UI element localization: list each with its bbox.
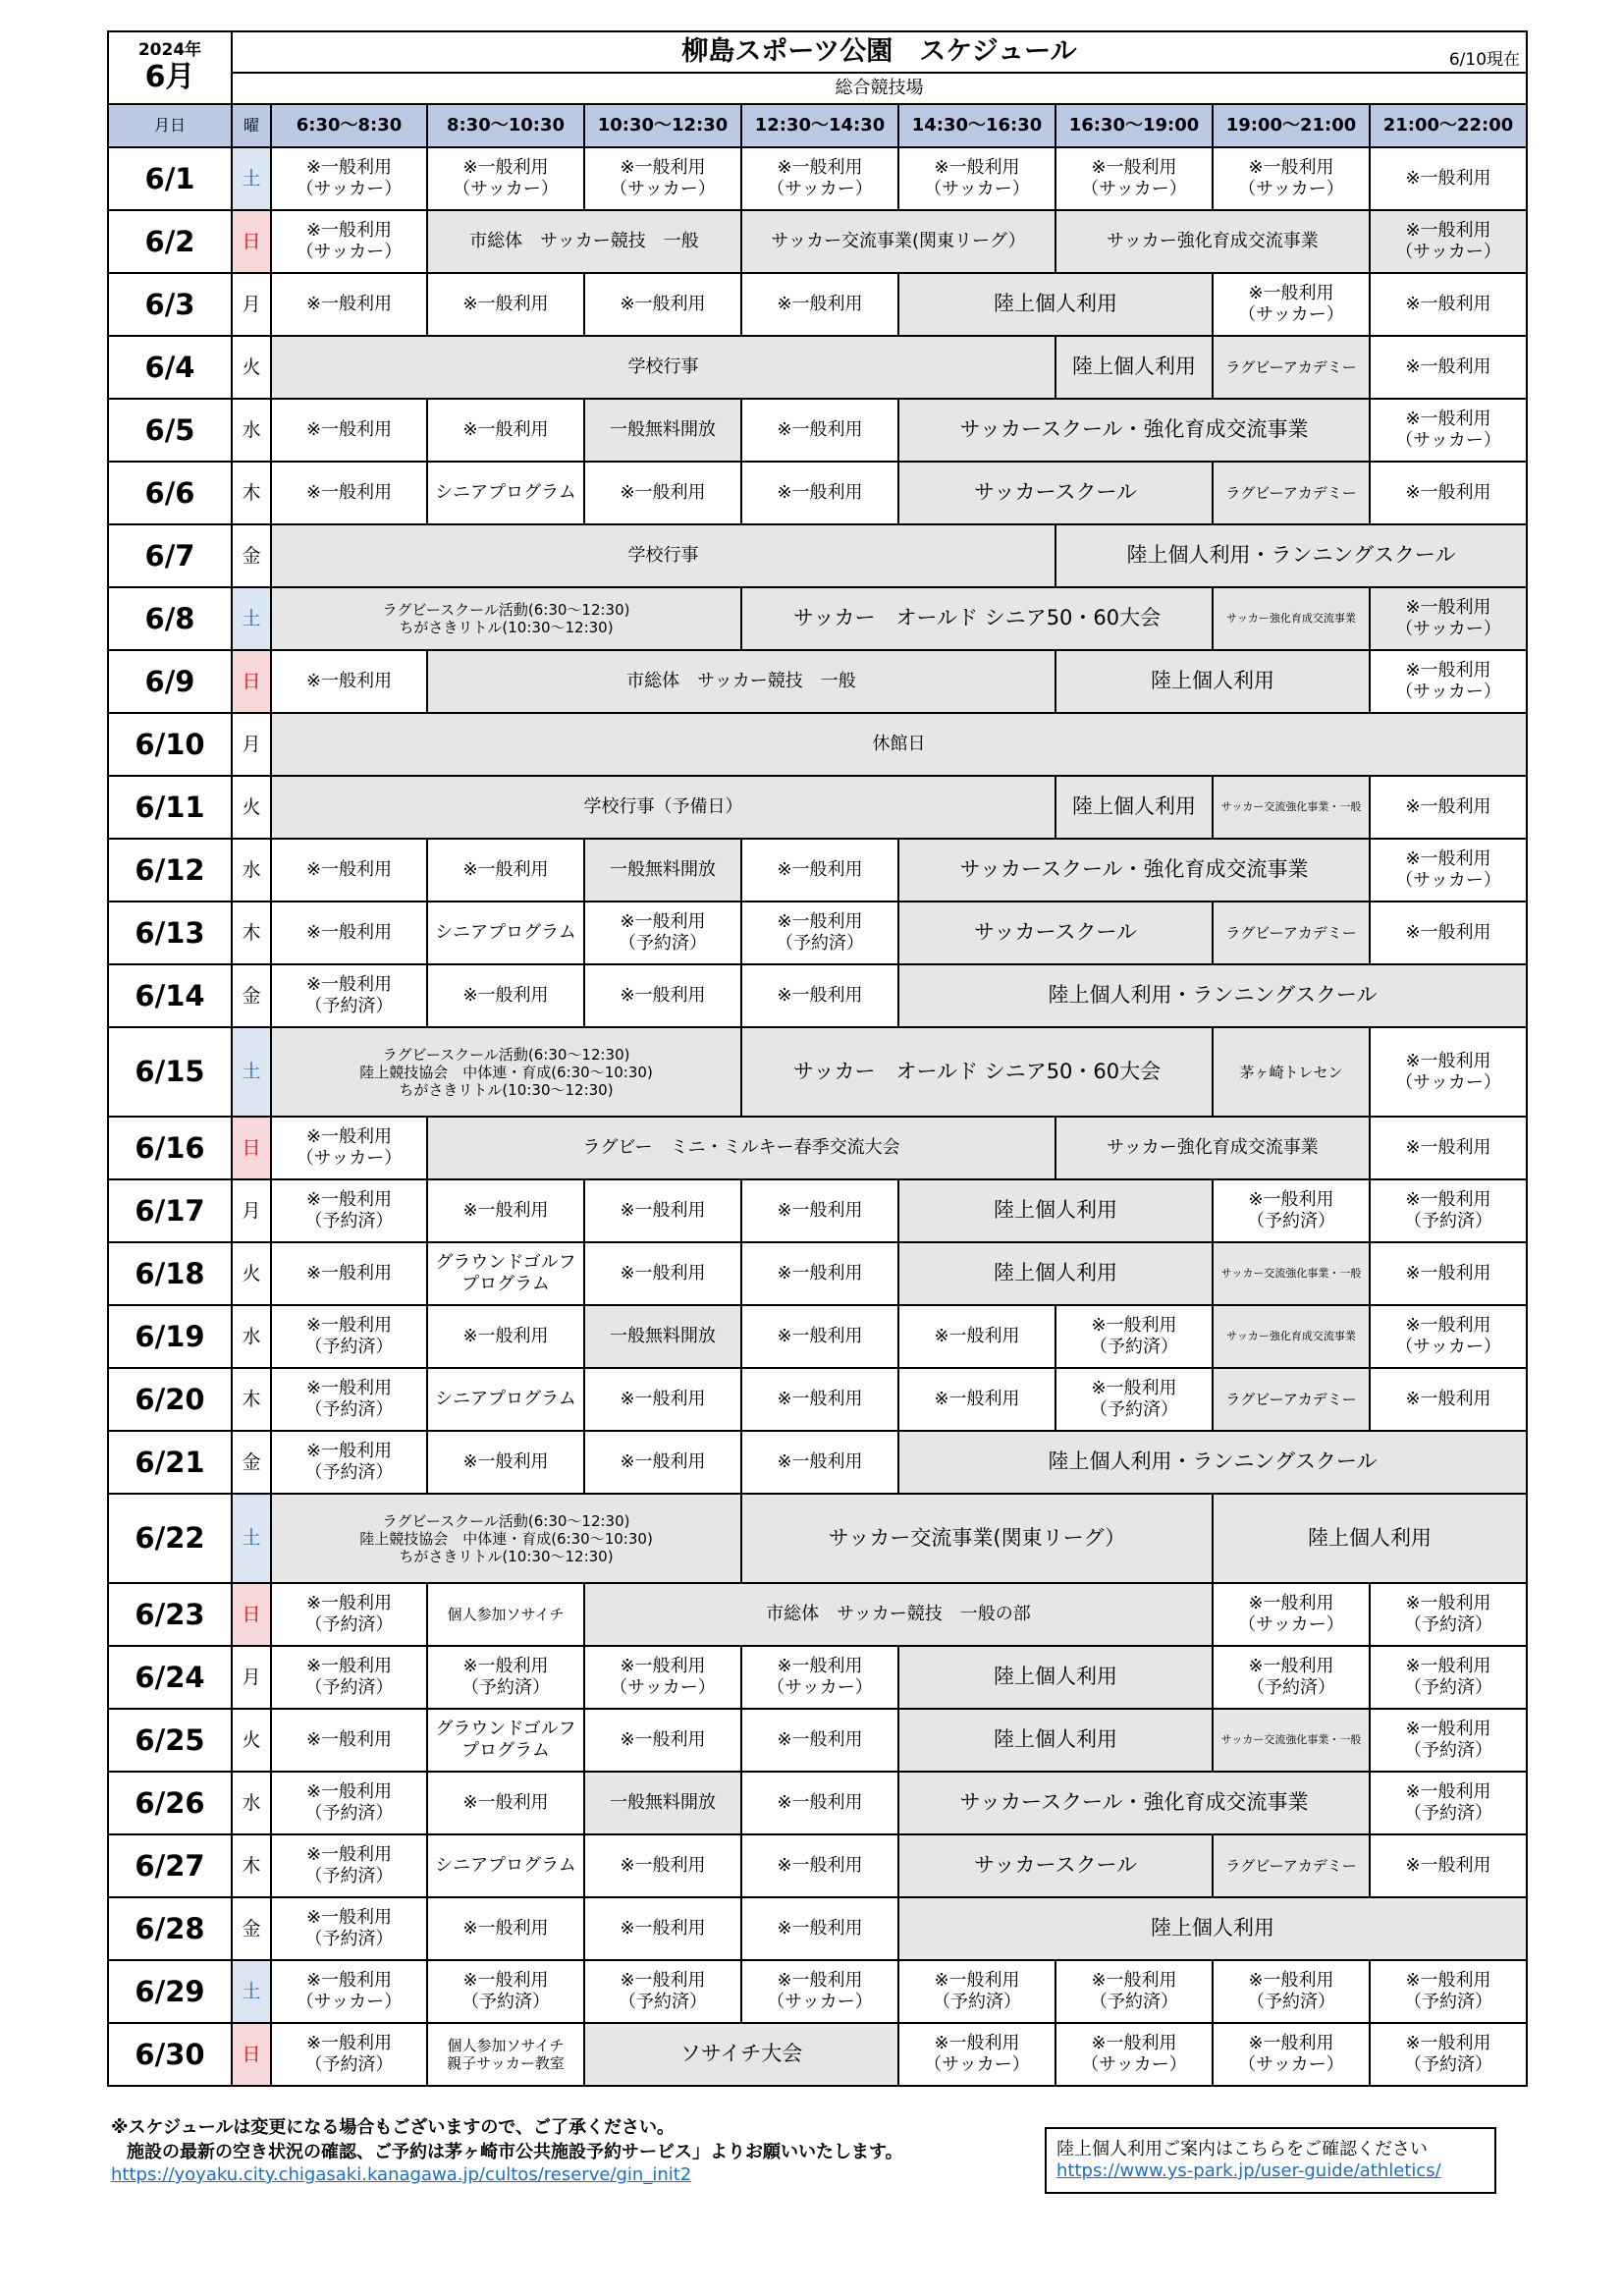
row-date: 6/24 [108, 1646, 232, 1709]
schedule-cell: ※一般利用 （予約済） [898, 1960, 1055, 2023]
reservation-link[interactable]: https://yoyaku.city.chigasaki.kanagawa.jp/cultos/reserve/gin_init2 [111, 2164, 692, 2185]
table-row [108, 1179, 1527, 1242]
row-date: 6/7 [108, 524, 232, 587]
row-day-of-week: 日 [232, 650, 271, 713]
schedule-cell: シニアプログラム [427, 1368, 584, 1431]
footer-note-2: 施設の最新の空き状況の確認、ご予約は茅ヶ崎市公共施設予約サービス」よりお願いいたします。 [127, 2142, 903, 2162]
table-row [108, 1027, 1527, 1117]
schedule-cell: 一般無料開放 [584, 1772, 741, 1834]
facility-name: 総合競技場 [232, 73, 1527, 104]
schedule-cell: サッカー交流事業(関東リーグ） [741, 1494, 1213, 1583]
schedule-cell: ※一般利用 （サッカー） [427, 147, 584, 210]
schedule-cell: 陸上個人利用 [1055, 776, 1213, 839]
table-row [108, 1709, 1527, 1772]
schedule-cell: サッカー オールド シニア50・60大会 [741, 587, 1213, 650]
schedule-cell: ラグビーアカデミー [1213, 1368, 1370, 1431]
row-day-of-week: 火 [232, 776, 271, 839]
year-label: 2024年 [137, 39, 202, 60]
schedule-cell: ※一般利用 （サッカー） [584, 147, 741, 210]
schedule-cell: ※一般利用 （予約済） [1370, 2023, 1527, 2086]
schedule-cell: ※一般利用 [898, 1368, 1055, 1431]
schedule-cell: サッカー強化育成交流事業 [1213, 1305, 1370, 1368]
schedule-cell: ※一般利用 [271, 1242, 427, 1305]
schedule-cell: ※一般利用 （サッカー） [271, 147, 427, 210]
schedule-cell: 市総体 サッカー競技 一般 [427, 210, 741, 273]
col-slot: 12:30～14:30 [741, 104, 898, 147]
table-row [108, 776, 1527, 839]
row-date: 6/25 [108, 1709, 232, 1772]
schedule-cell: ※一般利用 （予約済） [1055, 1305, 1213, 1368]
table-row [108, 964, 1527, 1027]
schedule-cell: ラグビースクール活動(6:30～12:30) ちがさきリトル(10:30～12:30) [271, 587, 741, 650]
table-row [108, 1583, 1527, 1646]
schedule-cell: サッカー オールド シニア50・60大会 [741, 1027, 1213, 1117]
row-date: 6/15 [108, 1027, 232, 1117]
page-title: 柳島スポーツ公園 スケジュール [681, 35, 1077, 67]
table-row [108, 2023, 1527, 2086]
schedule-cell: サッカースクール [898, 902, 1213, 964]
month-header [108, 31, 232, 104]
schedule-cell: サッカー強化育成交流事業 [1055, 210, 1370, 273]
schedule-cell: ※一般利用 （サッカー） [271, 210, 427, 273]
schedule-cell: 市総体 サッカー競技 一般 [427, 650, 1055, 713]
schedule-cell: ※一般利用 [271, 273, 427, 336]
schedule-cell: サッカー強化育成交流事業 [1055, 1117, 1370, 1179]
schedule-cell: ※一般利用 [584, 1709, 741, 1772]
schedule-cell: ※一般利用 （予約済） [271, 964, 427, 1027]
row-day-of-week: 火 [232, 1709, 271, 1772]
schedule-cell: ※一般利用 （サッカー） [1213, 273, 1370, 336]
schedule-cell: 陸上個人利用 [898, 1709, 1213, 1772]
schedule-cell: ※一般利用 [584, 1179, 741, 1242]
schedule-cell: ※一般利用 （予約済） [1370, 1709, 1527, 1772]
schedule-cell: ※一般利用 [741, 1897, 898, 1960]
schedule-cell: ※一般利用 [1370, 1368, 1527, 1431]
schedule-cell: ※一般利用 （予約済） [271, 2023, 427, 2086]
row-day-of-week: 土 [232, 1027, 271, 1117]
schedule-cell: 陸上個人利用・ランニングスクール [898, 964, 1527, 1027]
schedule-cell: 学校行事（予備日） [271, 776, 1055, 839]
row-day-of-week: 金 [232, 1897, 271, 1960]
schedule-cell: ラグビーアカデミー [1213, 462, 1370, 524]
schedule-cell: サッカー交流強化事業・一般 [1213, 1709, 1370, 1772]
schedule-cell: ※一般利用 [584, 1431, 741, 1494]
col-slot: 6:30～8:30 [271, 104, 427, 147]
schedule-cell: シニアプログラム [427, 1834, 584, 1897]
row-day-of-week: 木 [232, 1368, 271, 1431]
schedule-cell: シニアプログラム [427, 462, 584, 524]
schedule-cell: ※一般利用 [1370, 902, 1527, 964]
schedule-cell: ※一般利用 [271, 902, 427, 964]
table-row [108, 713, 1527, 776]
schedule-cell: ※一般利用 [271, 650, 427, 713]
col-slot: 19:00～21:00 [1213, 104, 1370, 147]
table-row [108, 1772, 1527, 1834]
schedule-cell: ※一般利用 （予約済） [271, 1179, 427, 1242]
schedule-cell: サッカー交流事業(関東リーグ） [741, 210, 1055, 273]
schedule-cell: ※一般利用 [898, 1305, 1055, 1368]
table-row [108, 839, 1527, 902]
schedule-cell: ※一般利用 [584, 273, 741, 336]
row-date: 6/8 [108, 587, 232, 650]
schedule-cell: ラグビーアカデミー [1213, 1834, 1370, 1897]
schedule-cell: 個人参加ソサイチ 親子サッカー教室 [427, 2023, 584, 2086]
col-slot: 8:30～10:30 [427, 104, 584, 147]
schedule-cell: ※一般利用 （予約済） [1370, 1960, 1527, 2023]
schedule-cell: ※一般利用 [427, 1772, 584, 1834]
row-date: 6/4 [108, 336, 232, 399]
schedule-cell: ※一般利用 （予約済） [584, 902, 741, 964]
schedule-cell: ※一般利用 [741, 399, 898, 462]
row-day-of-week: 金 [232, 524, 271, 587]
row-day-of-week: 水 [232, 1772, 271, 1834]
col-slot: 16:30～19:00 [1055, 104, 1213, 147]
schedule-cell: ※一般利用 （サッカー） [741, 147, 898, 210]
schedule-cell: 陸上個人利用・ランニングスクール [898, 1431, 1527, 1494]
schedule-cell: ※一般利用 [584, 964, 741, 1027]
schedule-cell: 陸上個人利用 [898, 1897, 1527, 1960]
row-date: 6/29 [108, 1960, 232, 2023]
col-dow: 曜 [232, 104, 271, 147]
schedule-cell: ※一般利用 [427, 1305, 584, 1368]
row-date: 6/12 [108, 839, 232, 902]
row-day-of-week: 木 [232, 1834, 271, 1897]
schedule-cell: ※一般利用 （サッカー） [898, 2023, 1055, 2086]
schedule-cell: ※一般利用 [741, 964, 898, 1027]
row-date: 6/18 [108, 1242, 232, 1305]
schedule-cell: ※一般利用 （サッカー） [1213, 1583, 1370, 1646]
row-date: 6/16 [108, 1117, 232, 1179]
row-date: 6/13 [108, 902, 232, 964]
row-day-of-week: 日 [232, 1117, 271, 1179]
schedule-cell: ※一般利用 （サッカー） [1055, 2023, 1213, 2086]
schedule-cell: 陸上個人利用 [1055, 336, 1213, 399]
table-row [108, 1897, 1527, 1960]
schedule-cell: ※一般利用 [741, 1368, 898, 1431]
row-day-of-week: 木 [232, 902, 271, 964]
schedule-cell: サッカースクール [898, 1834, 1213, 1897]
table-row [108, 587, 1527, 650]
table-row [108, 1960, 1527, 2023]
schedule-cell: ※一般利用 [584, 1368, 741, 1431]
row-date: 6/22 [108, 1494, 232, 1583]
row-day-of-week: 月 [232, 1646, 271, 1709]
row-day-of-week: 木 [232, 462, 271, 524]
schedule-cell: ※一般利用 [1370, 273, 1527, 336]
schedule-cell: ※一般利用 [1370, 1834, 1527, 1897]
schedule-cell: ※一般利用 [427, 1431, 584, 1494]
schedule-cell: サッカースクール・強化育成交流事業 [898, 399, 1370, 462]
row-date: 6/23 [108, 1583, 232, 1646]
schedule-cell: ※一般利用 [1370, 336, 1527, 399]
table-row [108, 1834, 1527, 1897]
schedule-table [107, 30, 1528, 2087]
schedule-cell: ※一般利用 （サッカー） [1370, 650, 1527, 713]
row-date: 6/28 [108, 1897, 232, 1960]
schedule-cell: ※一般利用 [271, 839, 427, 902]
schedule-cell: ※一般利用 （予約済） [271, 1368, 427, 1431]
schedule-cell: サッカー交流強化事業・一般 [1213, 776, 1370, 839]
row-day-of-week: 月 [232, 713, 271, 776]
col-slot: 21:00～22:00 [1370, 104, 1527, 147]
schedule-cell: サッカー強化育成交流事業 [1213, 587, 1370, 650]
row-day-of-week: 火 [232, 336, 271, 399]
table-row [108, 336, 1527, 399]
schedule-cell: 陸上個人利用 [1213, 1494, 1527, 1583]
schedule-cell: ※一般利用 （サッカー） [1370, 587, 1527, 650]
schedule-cell: ※一般利用 [741, 1834, 898, 1897]
row-day-of-week: 水 [232, 399, 271, 462]
row-day-of-week: 日 [232, 210, 271, 273]
row-day-of-week: 水 [232, 1305, 271, 1368]
schedule-cell: ※一般利用 [427, 399, 584, 462]
schedule-cell: ※一般利用 [584, 1834, 741, 1897]
table-row [108, 462, 1527, 524]
table-row [108, 650, 1527, 713]
row-day-of-week: 水 [232, 839, 271, 902]
schedule-cell: ※一般利用 [741, 1179, 898, 1242]
title-cell [232, 31, 1527, 73]
row-day-of-week: 月 [232, 1179, 271, 1242]
schedule-cell: ※一般利用 （予約済） [1370, 1583, 1527, 1646]
row-day-of-week: 月 [232, 273, 271, 336]
schedule-cell: サッカースクール・強化育成交流事業 [898, 839, 1370, 902]
row-date: 6/14 [108, 964, 232, 1027]
schedule-cell: ※一般利用 [1370, 147, 1527, 210]
row-date: 6/19 [108, 1305, 232, 1368]
schedule-cell: 陸上個人利用 [898, 1242, 1213, 1305]
schedule-cell: ※一般利用 [427, 964, 584, 1027]
schedule-cell: ※一般利用 （予約済） [427, 1960, 584, 2023]
table-row [108, 147, 1527, 210]
schedule-cell: ※一般利用 （予約済） [584, 1960, 741, 2023]
schedule-cell: 学校行事 [271, 336, 1055, 399]
row-date: 6/17 [108, 1179, 232, 1242]
schedule-cell: ※一般利用 （サッカー） [1370, 1305, 1527, 1368]
athletics-info-link[interactable]: https://www.ys-park.jp/user-guide/athletics/ [1056, 2160, 1441, 2181]
schedule-cell: ※一般利用 （サッカー） [1370, 1027, 1527, 1117]
schedule-cell: ラグビースクール活動(6:30～12:30) 陸上競技協会 中体連・育成(6:30～10:30) ちがさきリトル(10:30～12:30) [271, 1494, 741, 1583]
schedule-cell: ※一般利用 （予約済） [271, 1583, 427, 1646]
row-day-of-week: 土 [232, 1494, 271, 1583]
row-day-of-week: 土 [232, 1960, 271, 2023]
schedule-cell: ※一般利用 （予約済） [1370, 1772, 1527, 1834]
row-date: 6/9 [108, 650, 232, 713]
row-date: 6/27 [108, 1834, 232, 1897]
schedule-cell: 個人参加ソサイチ [427, 1583, 584, 1646]
schedule-cell: サッカースクール・強化育成交流事業 [898, 1772, 1370, 1834]
footer-note-1: ※スケジュールは変更になる場合もございますので、ご了承ください。 [111, 2117, 676, 2138]
schedule-cell: ※一般利用 （予約済） [271, 1772, 427, 1834]
schedule-cell: ※一般利用 （予約済） [427, 1646, 584, 1709]
col-slot: 10:30～12:30 [584, 104, 741, 147]
schedule-cell: 陸上個人利用 [898, 1646, 1213, 1709]
schedule-cell: ※一般利用 [1370, 776, 1527, 839]
schedule-cell: ※一般利用 [427, 839, 584, 902]
schedule-cell: 茅ヶ崎トレセン [1213, 1027, 1370, 1117]
row-date: 6/1 [108, 147, 232, 210]
schedule-cell: 市総体 サッカー競技 一般の部 [584, 1583, 1213, 1646]
schedule-cell: ※一般利用 [427, 1179, 584, 1242]
schedule-cell: シニアプログラム [427, 902, 584, 964]
schedule-cell: ※一般利用 [1370, 1242, 1527, 1305]
schedule-cell: ※一般利用 （サッカー） [584, 1646, 741, 1709]
schedule-cell: ※一般利用 [741, 1305, 898, 1368]
schedule-cell: ※一般利用 [584, 1242, 741, 1305]
row-day-of-week: 金 [232, 1431, 271, 1494]
row-day-of-week: 火 [232, 1242, 271, 1305]
table-row [108, 524, 1527, 587]
schedule-cell: ※一般利用 [271, 399, 427, 462]
athletics-info-box [1045, 2127, 1496, 2194]
schedule-cell: サッカースクール [898, 462, 1213, 524]
schedule-cell: ※一般利用 [741, 1242, 898, 1305]
schedule-cell: ※一般利用 （予約済） [1055, 1368, 1213, 1431]
row-day-of-week: 土 [232, 587, 271, 650]
schedule-cell: ※一般利用 （サッカー） [1370, 839, 1527, 902]
schedule-cell: ※一般利用 （サッカー） [1213, 2023, 1370, 2086]
table-row [108, 902, 1527, 964]
schedule-cell: ※一般利用 （予約済） [1370, 1646, 1527, 1709]
schedule-cell: ※一般利用 （予約済） [741, 902, 898, 964]
schedule-cell: グラウンドゴルフ プログラム [427, 1709, 584, 1772]
schedule-cell: ※一般利用 （予約済） [271, 1646, 427, 1709]
schedule-sheet [107, 30, 1526, 2087]
row-day-of-week: 土 [232, 147, 271, 210]
schedule-cell: ※一般利用 （サッカー） [741, 1960, 898, 2023]
table-row [108, 1646, 1527, 1709]
schedule-cell: ※一般利用 [584, 462, 741, 524]
schedule-cell: グラウンドゴルフ プログラム [427, 1242, 584, 1305]
col-slot: 14:30～16:30 [898, 104, 1055, 147]
table-row [108, 1431, 1527, 1494]
schedule-cell: ※一般利用 [584, 1897, 741, 1960]
schedule-cell: ※一般利用 （予約済） [271, 1897, 427, 1960]
schedule-cell: ※一般利用 （サッカー） [1055, 147, 1213, 210]
schedule-cell: ※一般利用 （サッカー） [1213, 147, 1370, 210]
schedule-cell: ソサイチ大会 [584, 2023, 898, 2086]
schedule-cell: ラグビー ミニ・ミルキー春季交流大会 [427, 1117, 1055, 1179]
schedule-cell: ※一般利用 （サッカー） [898, 147, 1055, 210]
row-date: 6/2 [108, 210, 232, 273]
schedule-cell: 休館日 [271, 713, 1527, 776]
schedule-cell: ※一般利用 [741, 273, 898, 336]
table-row [108, 1494, 1527, 1583]
row-date: 6/11 [108, 776, 232, 839]
col-date: 月日 [108, 104, 232, 147]
schedule-cell: ※一般利用 （予約済） [271, 1305, 427, 1368]
schedule-cell: サッカー交流強化事業・一般 [1213, 1242, 1370, 1305]
schedule-cell: ※一般利用 （サッカー） [741, 1646, 898, 1709]
schedule-cell: ※一般利用 （サッカー） [271, 1117, 427, 1179]
schedule-cell: ※一般利用 [1370, 462, 1527, 524]
column-header-row [108, 104, 1527, 147]
schedule-cell: ※一般利用 （予約済） [1055, 1960, 1213, 2023]
schedule-cell: 一般無料開放 [584, 839, 741, 902]
schedule-cell: ※一般利用 [741, 1772, 898, 1834]
schedule-cell: ※一般利用 （予約済） [271, 1431, 427, 1494]
table-row [108, 1368, 1527, 1431]
schedule-cell: ※一般利用 （予約済） [1213, 1646, 1370, 1709]
schedule-cell: ※一般利用 [1370, 1117, 1527, 1179]
schedule-cell: 学校行事 [271, 524, 1055, 587]
schedule-cell: ※一般利用 （予約済） [1213, 1960, 1370, 2023]
schedule-cell: ※一般利用 [427, 1897, 584, 1960]
row-date: 6/26 [108, 1772, 232, 1834]
row-date: 6/10 [108, 713, 232, 776]
as-of-date: 6/10現在 [1448, 49, 1521, 70]
row-day-of-week: 金 [232, 964, 271, 1027]
schedule-cell: ※一般利用 [741, 1431, 898, 1494]
schedule-cell: 陸上個人利用 [898, 1179, 1213, 1242]
schedule-cell: ※一般利用 （サッカー） [271, 1960, 427, 2023]
schedule-cell: ※一般利用 （予約済） [1213, 1179, 1370, 1242]
schedule-cell: ラグビースクール活動(6:30～12:30) 陸上競技協会 中体連・育成(6:30～10:30) ちがさきリトル(10:30～12:30) [271, 1027, 741, 1117]
schedule-cell: ラグビーアカデミー [1213, 902, 1370, 964]
row-date: 6/30 [108, 2023, 232, 2086]
schedule-cell: ※一般利用 （サッカー） [1370, 399, 1527, 462]
schedule-cell: ※一般利用 [741, 839, 898, 902]
table-row [108, 210, 1527, 273]
table-row [108, 1242, 1527, 1305]
schedule-cell: ※一般利用 [741, 462, 898, 524]
table-row [108, 1305, 1527, 1368]
schedule-cell: ※一般利用 （サッカー） [1370, 210, 1527, 273]
schedule-cell: 陸上個人利用 [898, 273, 1213, 336]
row-date: 6/21 [108, 1431, 232, 1494]
month-label: 6月 [144, 60, 195, 95]
schedule-cell: ラグビーアカデミー [1213, 336, 1370, 399]
athletics-info-title: 陸上個人利用ご案内はこちらをご確認ください [1056, 2139, 1428, 2159]
schedule-cell: ※一般利用 （予約済） [271, 1834, 427, 1897]
schedule-cell: 一般無料開放 [584, 399, 741, 462]
schedule-cell: ※一般利用 （予約済） [1370, 1179, 1527, 1242]
row-day-of-week: 日 [232, 1583, 271, 1646]
schedule-cell: 陸上個人利用 [1055, 650, 1370, 713]
schedule-cell: ※一般利用 [271, 462, 427, 524]
table-row [108, 399, 1527, 462]
row-date: 6/5 [108, 399, 232, 462]
row-date: 6/6 [108, 462, 232, 524]
table-row [108, 1117, 1527, 1179]
schedule-cell: ※一般利用 [741, 1709, 898, 1772]
row-date: 6/3 [108, 273, 232, 336]
row-day-of-week: 日 [232, 2023, 271, 2086]
schedule-cell: 陸上個人利用・ランニングスクール [1055, 524, 1527, 587]
table-row [108, 273, 1527, 336]
schedule-cell: ※一般利用 [271, 1709, 427, 1772]
schedule-cell: 一般無料開放 [584, 1305, 741, 1368]
schedule-cell: ※一般利用 [427, 273, 584, 336]
row-date: 6/20 [108, 1368, 232, 1431]
